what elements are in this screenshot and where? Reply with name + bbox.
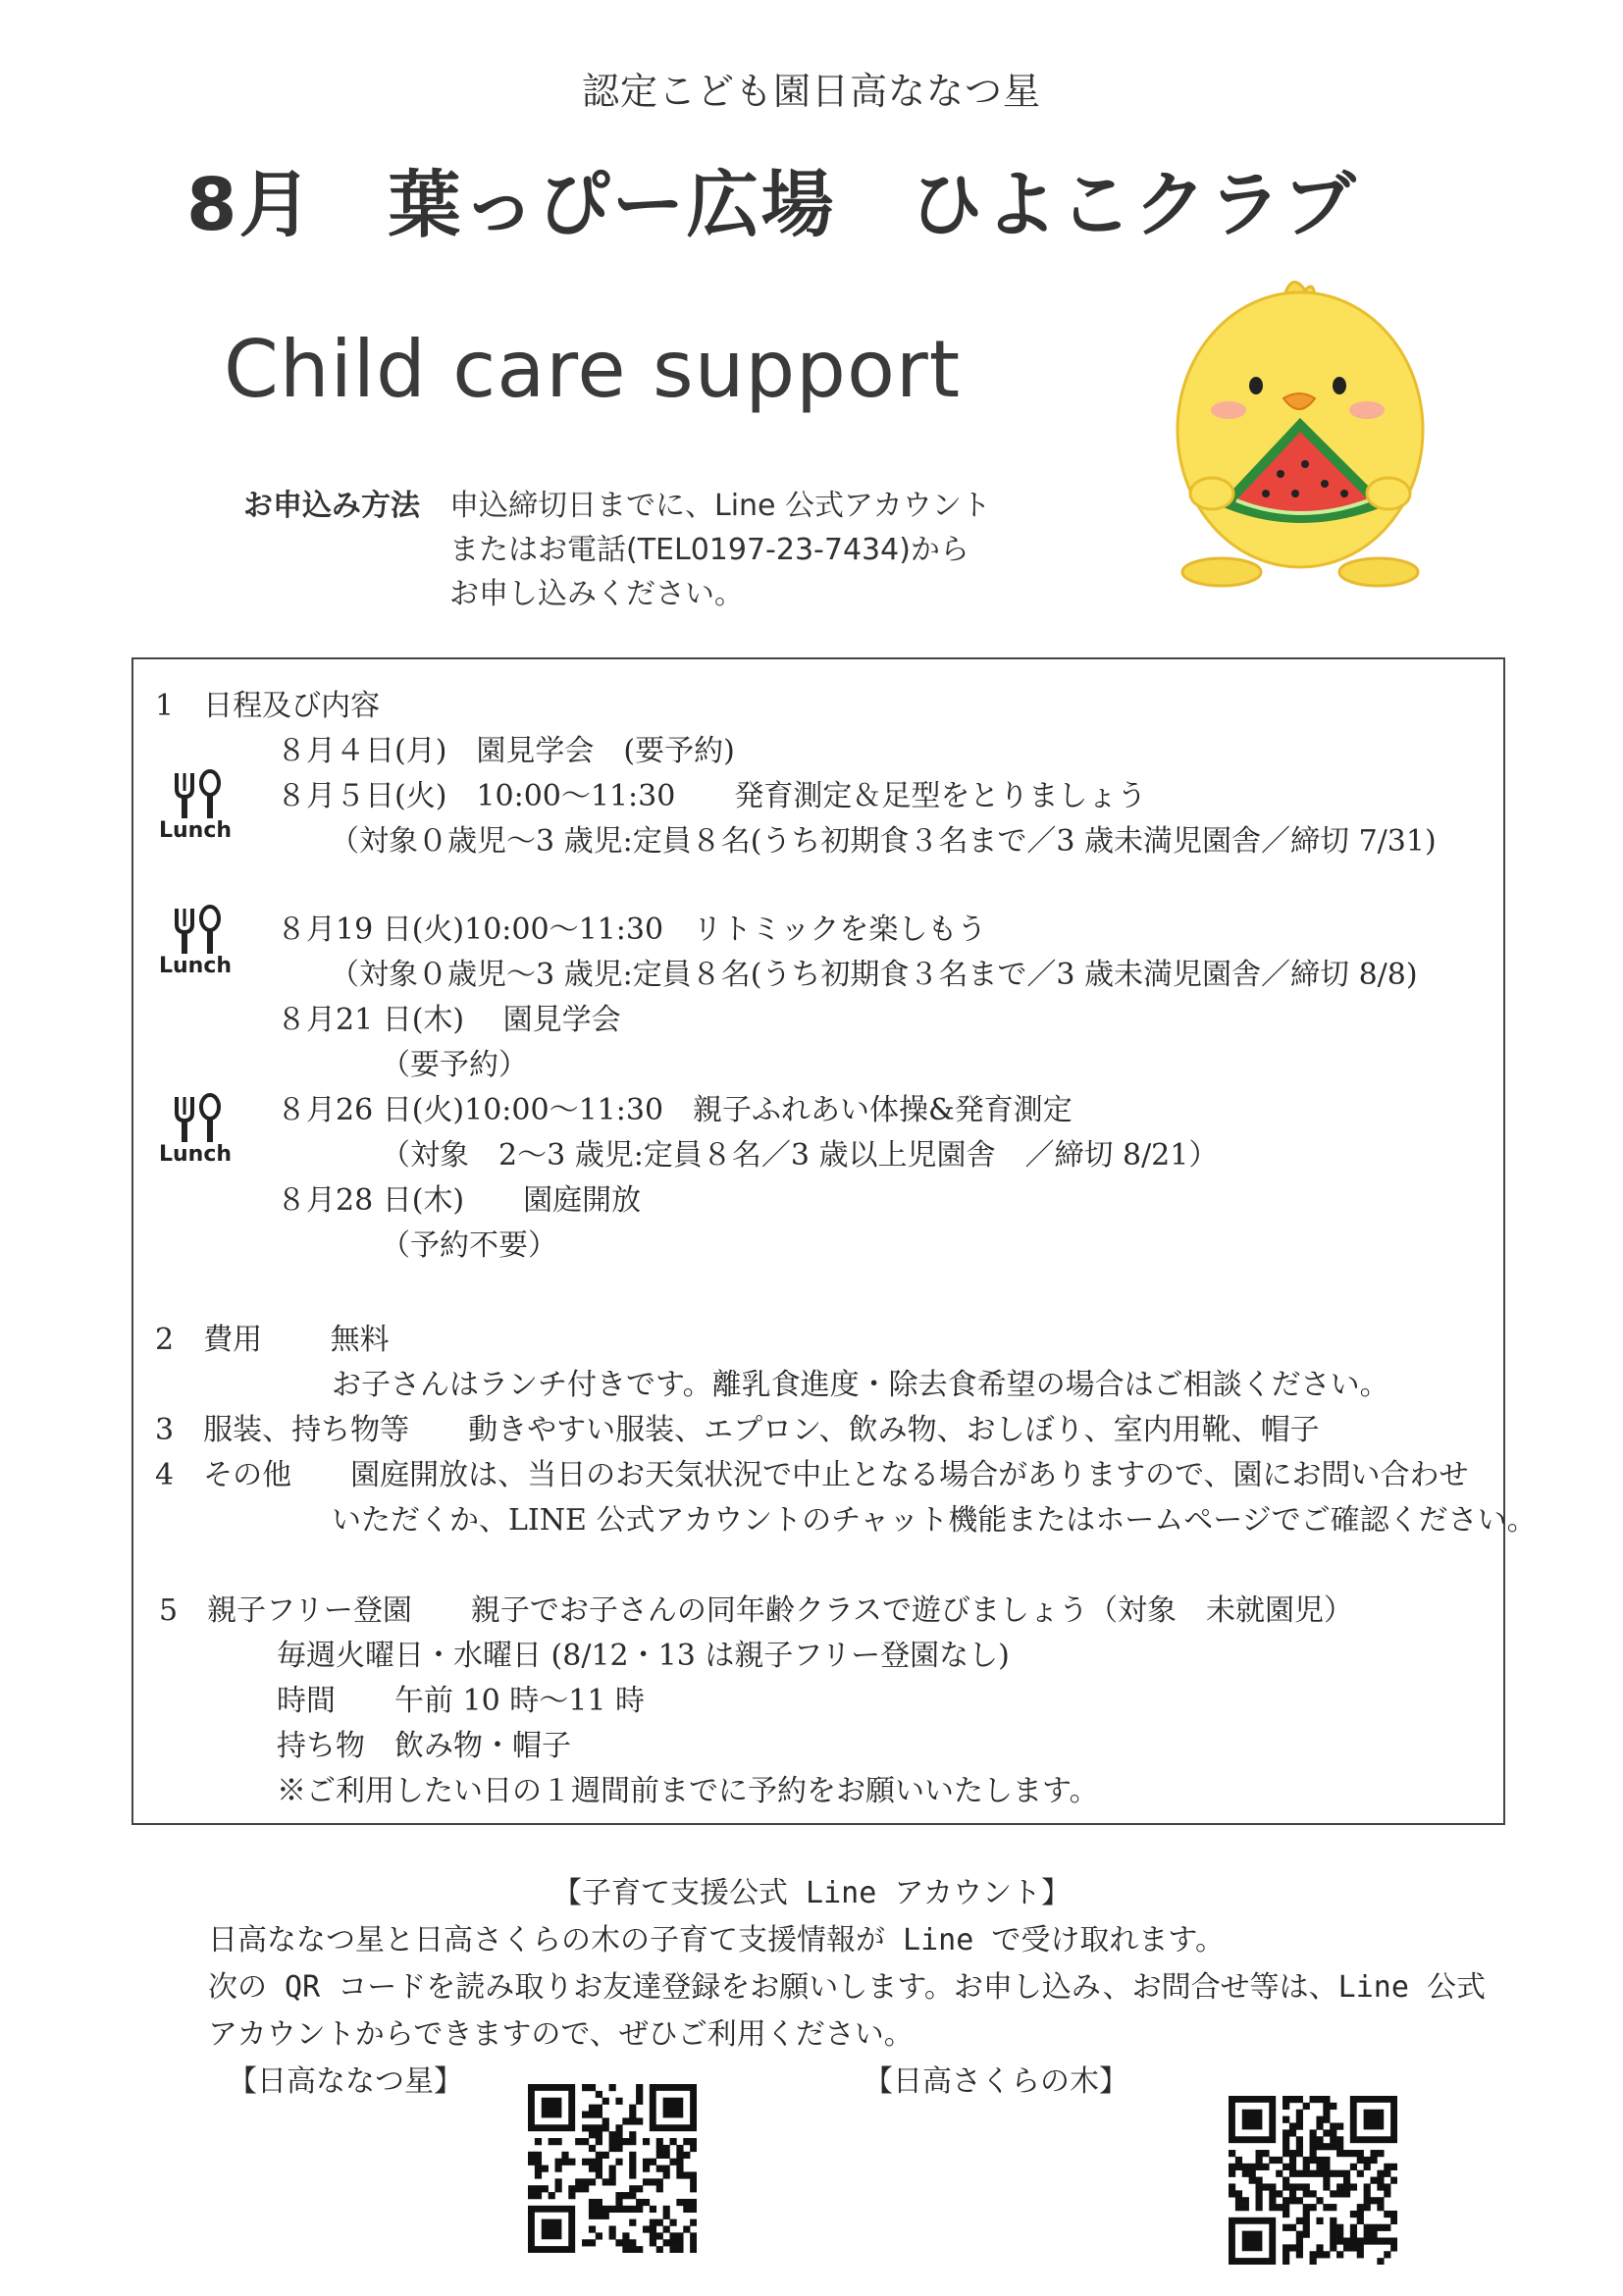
schedule-row-2: ８月５日(火) 10:00～11:30 発育測定＆足型をとりましょう — [277, 779, 1147, 813]
page-title: 8月 葉っぴー広場 ひよこクラブ — [186, 163, 1358, 247]
schedule-row-8: ８月26 日(火)10:00～11:30 親子ふれあい体操&発育測定 — [277, 1093, 1073, 1127]
schedule-row-1: ８月４日(月) 園見学会 (要予約) — [277, 734, 735, 768]
free-line-1: 5 親子フリー登園 親子でお子さんの同年齢クラスで遊びましょう（対象 未就園児） — [159, 1593, 1353, 1628]
schedule-row-9: （対象 2～3 歳児:定員８名／3 歳以上児園舎 ／締切 8/21） — [381, 1138, 1219, 1173]
schedule-heading: 1 日程及び内容 — [155, 689, 381, 723]
chick-with-watermelon-icon — [1168, 273, 1433, 606]
free-line-2: 毎週火曜日・水曜日 (8/12・13 は親子フリー登園なし) — [277, 1639, 1010, 1673]
lunch-icon — [155, 905, 245, 981]
free-line-4: 持ち物 飲み物・帽子 — [277, 1729, 571, 1763]
schedule-row-7: （要予約） — [381, 1048, 528, 1082]
schedule-row-3: （対象０歳児～3 歳児:定員８名(うち初期食３名まで／3 歳未満児園舎／締切 7/31) — [330, 824, 1437, 859]
schedule-row-11: （予約不要） — [381, 1228, 557, 1263]
qr-label-sakuranoki: 【日高さくらの木】 — [864, 2064, 1128, 2099]
free-line-3: 時間 午前 10 時～11 時 — [277, 1684, 645, 1718]
footer-line-3: アカウントからできますので、ぜひご利用ください。 — [208, 2017, 914, 2052]
apply-line-1: 申込締切日までに、Line 公式アカウント — [449, 489, 991, 523]
schedule-row-4: ８月19 日(火)10:00～11:30 リトミックを楽しもう — [277, 913, 987, 947]
schedule-row-5: （対象０歳児～3 歳児:定員８名(うち初期食３名まで／3 歳未満児園舎／締切 8/8) — [330, 958, 1418, 992]
schedule-box — [131, 657, 1537, 1825]
cost-note: お子さんはランチ付きです。離乳食進度・除去食希望の場合はご相談ください。 — [332, 1368, 1389, 1402]
cost-line: 2 費用 無料 — [155, 1323, 390, 1357]
organization-name: 認定こども園日高ななつ星 — [581, 70, 1041, 113]
other-line-2: いただくか、LINE 公式アカウントのチャット機能またはホームページでご確認ください。 — [332, 1503, 1537, 1538]
lunch-label: Lunch — [159, 954, 233, 978]
schedule-row-6: ８月21 日(木) 園見学会 — [277, 1003, 621, 1037]
lunch-label: Lunch — [159, 818, 233, 843]
free-line-5: ※ご利用したい日の１週間前までに予約をお願いいたします。 — [277, 1774, 1099, 1808]
other-line-1: 4 その他 園庭開放は、当日のお天気状況で中止となる場合がありますので、園にお問い合わせ — [155, 1458, 1469, 1492]
qr-code-sakuranoki[interactable] — [1229, 2096, 1397, 2265]
qr-code-nanatsuboshi[interactable] — [528, 2084, 697, 2253]
apply-method-label: お申込み方法 — [243, 489, 420, 523]
page-subtitle: Child care support — [224, 324, 962, 415]
schedule-row-10: ８月28 日(木) 園庭開放 — [277, 1183, 642, 1218]
apply-line-3: お申し込みください。 — [449, 577, 744, 611]
apply-line-2: またはお電話(TEL0197-23-7434)から — [449, 533, 969, 567]
clothes-line: 3 服装、持ち物等 動きやすい服装、エプロン、飲み物、おしぼり、室内用靴、帽子 — [155, 1413, 1320, 1447]
lunch-icon — [155, 769, 245, 846]
footer-heading: 【子育て支援公式 Line アカウント】 — [551, 1876, 1072, 1910]
lunch-icon — [155, 1093, 245, 1170]
footer-line-2: 次の QR コードを読み取りお友達登録をお願いします。お申し込み、お問合せ等は、Line 公式 — [208, 1970, 1486, 2005]
qr-label-nanatsuboshi: 【日高ななつ星】 — [228, 2064, 463, 2099]
footer-line-1: 日高ななつ星と日高さくらの木の子育て支援情報が Line で受け取れます。 — [208, 1923, 1225, 1957]
lunch-label: Lunch — [159, 1142, 233, 1167]
